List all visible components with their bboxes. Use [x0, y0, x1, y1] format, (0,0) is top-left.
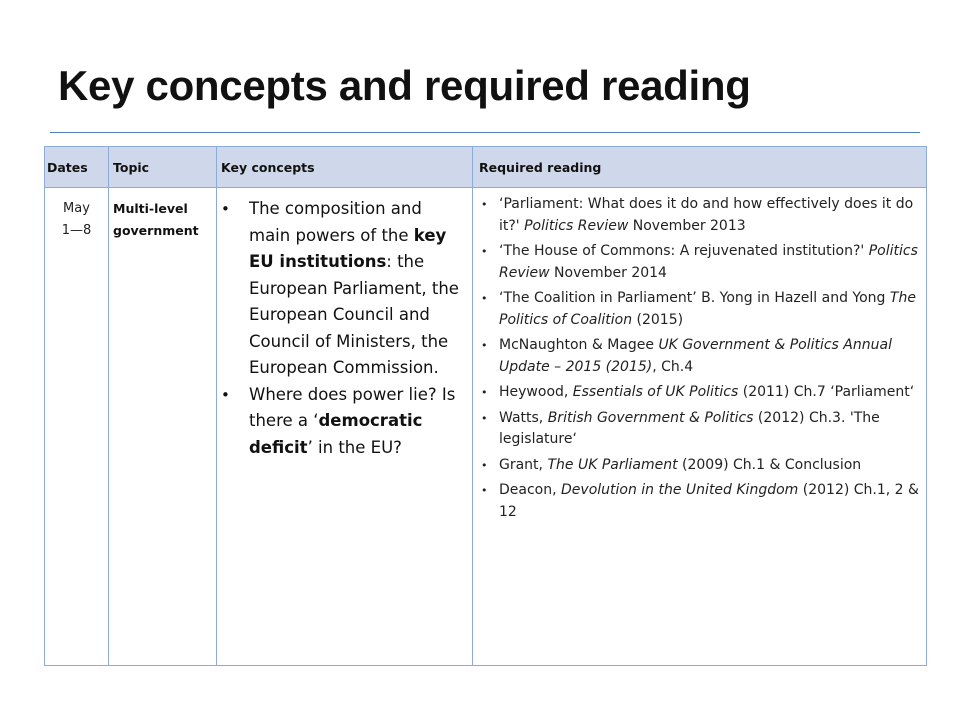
dates-cell: [45, 188, 109, 666]
key-concept-text: The composition and main powers of the: [249, 199, 422, 245]
header-dates: Dates: [45, 147, 109, 188]
key-concept-item: [221, 382, 466, 462]
reading-text: ‘Parliament: What does it do and how effectively does it do it?': [499, 196, 914, 234]
bullet-icon: •: [221, 200, 230, 218]
dates-month: May: [63, 201, 90, 216]
reading-text: (2009) Ch.1 & Conclusion: [677, 456, 862, 473]
key-concept-emphasis: key EU institutions: [249, 225, 447, 271]
key-concept-text: : the European Parliament, the European Council and Council of Ministers, the European Commission.: [249, 252, 459, 377]
bullet-icon: •: [481, 198, 488, 211]
reading-item: [481, 194, 920, 237]
bullet-icon: •: [481, 339, 488, 352]
bullet-icon: •: [481, 458, 488, 472]
reading-table: [44, 146, 927, 666]
header-topic: Topic: [109, 147, 217, 188]
reading-text: Heywood,: [499, 384, 573, 400]
key-concept-emphasis: democratic deficit: [249, 411, 423, 457]
key-concept-text: ’ in the EU?: [307, 437, 402, 457]
key-concepts-cell: [217, 188, 473, 666]
reading-title: British Government & Politics: [547, 409, 754, 426]
required-reading-cell: [473, 188, 927, 666]
header-required-reading: Required reading: [473, 147, 927, 188]
reading-item: [481, 288, 920, 331]
bullet-icon: •: [481, 245, 488, 258]
reading-item: [481, 382, 920, 404]
reading-text: (2012) Ch.1, 2 & 12: [499, 482, 919, 520]
reading-title: The UK Parliament: [547, 456, 678, 473]
reading-title: Politics Review: [524, 217, 629, 234]
reading-text: November 2014: [549, 264, 667, 281]
reading-text: (2011) Ch.7 ‘Parliament‘: [738, 384, 915, 400]
reading-title: The Politics of Coalition: [499, 290, 916, 328]
reading-text: Watts,: [499, 409, 548, 426]
reading-item: [481, 335, 920, 378]
dates-range: 1—8: [61, 223, 92, 238]
bullet-icon: •: [481, 386, 488, 399]
bullet-icon: •: [481, 411, 488, 425]
table-row: [45, 188, 927, 666]
page-title: Key concepts and required reading: [58, 62, 751, 109]
reading-text: ‘The Coalition in Parliament’ B. Yong in Hazell and Yong: [499, 290, 890, 306]
reading-text: ‘The House of Commons: A rejuvenated institution?': [499, 243, 869, 259]
reading-text: November 2013: [628, 217, 746, 234]
reading-title: Politics Review: [499, 243, 918, 281]
reading-item: [481, 480, 920, 523]
reading-item: [481, 408, 920, 451]
reading-text: (2015): [632, 311, 684, 328]
reading-item: [481, 241, 920, 284]
table-header-row: [45, 147, 927, 188]
required-reading-list: [473, 188, 926, 523]
reading-text: (2012) Ch.3. 'The legislature‘: [499, 409, 880, 447]
topic-cell: Multi-level government: [109, 188, 217, 666]
reading-title: UK Government & Politics Annual Update – 2015 (2015): [499, 337, 892, 375]
bullet-icon: •: [481, 292, 488, 305]
reading-title: Essentials of UK Politics: [572, 384, 739, 400]
key-concepts-list: [217, 188, 472, 461]
reading-item: [481, 455, 920, 477]
bullet-icon: •: [481, 484, 488, 497]
reading-text: , Ch.4: [652, 358, 694, 375]
reading-text: McNaughton & Magee: [499, 337, 659, 353]
title-divider: [50, 132, 920, 133]
reading-text: Deacon,: [499, 482, 562, 498]
bullet-icon: •: [221, 385, 230, 404]
header-key-concepts: Key concepts: [217, 147, 473, 188]
key-concept-text: Where does power lie? Is there a ‘: [249, 384, 456, 430]
reading-text: Grant,: [499, 456, 548, 473]
key-concept-item: [221, 196, 466, 382]
reading-title: Devolution in the United Kingdom: [561, 482, 799, 498]
